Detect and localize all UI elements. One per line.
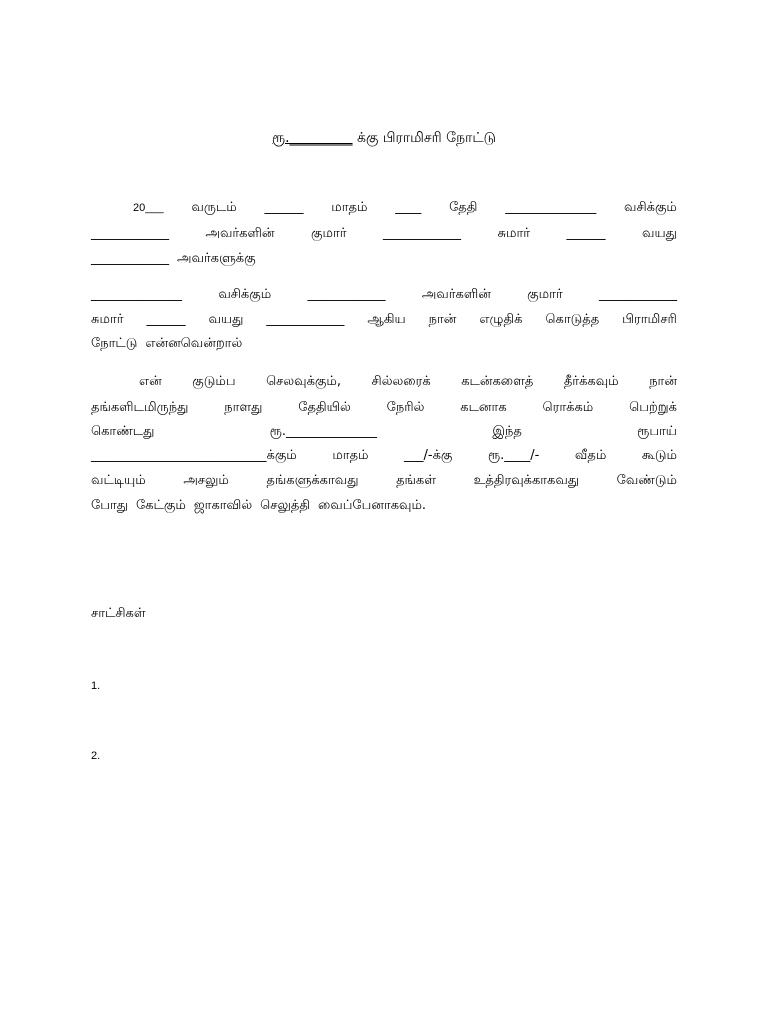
para3-word: உத்திரவுக்காகவது (473, 473, 580, 488)
para3-word: என் (139, 374, 162, 389)
para1-word: குமார் (310, 226, 347, 241)
para1-word: சுமார் (497, 226, 531, 241)
para2-word: கொடுத்த (545, 312, 600, 327)
para3-word: குடும்ப (192, 374, 236, 389)
para3-word: செலுத்தி (260, 498, 310, 513)
para3-line1 (139, 370, 677, 394)
para2-word: அவர்களின் (421, 287, 491, 302)
para1-word: வருடம் (191, 200, 237, 215)
para2-line1 (91, 283, 677, 307)
para3-word: கடனாக (460, 400, 507, 415)
title-amount (272, 130, 353, 146)
para3-word: தங்கள் (396, 473, 436, 488)
para1-word: ____ (395, 200, 422, 215)
title-text: க்கு பிராமிசரி நோட்டு (352, 130, 497, 146)
para3-word: ரொக்கம் (542, 400, 594, 415)
para3-line4 (91, 444, 677, 468)
para2-word: என்னவென்றால் (145, 336, 243, 351)
para1-line3 (91, 247, 677, 271)
document-title (0, 128, 768, 148)
para3-word: ரூபாய் (637, 424, 677, 439)
para2-line2 (91, 308, 677, 332)
para1-line2 (91, 222, 677, 246)
para3-word: ___________________________க்கும் (91, 448, 297, 463)
para3-word: நேரில் (386, 400, 425, 415)
para3-word: ___/-க்கு (404, 448, 453, 463)
para1-word: அவர்களுக்கு (177, 251, 256, 266)
para3-word: நாளது (224, 400, 263, 415)
para3-word: கூடும் (641, 448, 677, 463)
para1-word: தேதி (449, 200, 478, 215)
para1-word: ____________ (383, 226, 462, 241)
para3-word: தீர்க்கவும் (563, 374, 619, 389)
para3-word: அசலும் (183, 473, 229, 488)
para3-word: தங்களுக்காவது (266, 473, 359, 488)
para2-word: வசிக்கும் (218, 287, 272, 302)
witness-item: 2. (91, 750, 101, 762)
para3-line5 (91, 469, 677, 493)
para3-word: வட்டியும் (91, 473, 146, 488)
para2-word: குமார் (527, 287, 563, 302)
para1-word: ____________ (91, 251, 169, 266)
para2-word: ______________ (91, 287, 182, 302)
para2-word: பிராமிசரி (622, 312, 677, 327)
para3-word: வேண்டும் (616, 473, 677, 488)
para3-word: ரூ.______________ (269, 424, 378, 439)
para3-word: தேதியில் (298, 400, 351, 415)
para1-word: ______ (566, 226, 606, 241)
para3-word: இந்த (492, 424, 522, 439)
para2-word: நோட்டு (91, 336, 138, 351)
para3-word: கேட்கும் (135, 498, 186, 513)
para3-word: பெற்றுக் (629, 400, 677, 415)
para1-word: மாதம் (331, 200, 368, 215)
para2-word: ______ (146, 312, 186, 327)
para1-word: வயது (642, 226, 677, 241)
para3-line2 (91, 396, 677, 420)
para3-line6 (91, 494, 677, 518)
para2-word: சுமார் (91, 312, 124, 327)
para3-word: ரூ.____/- (487, 448, 540, 463)
para3-word: வீதம் (574, 448, 607, 463)
para2-word: எழுதிக் (479, 312, 523, 327)
para3-word: நான் (649, 374, 677, 389)
para1-word: அவர்களின் (205, 226, 275, 241)
para3-word: கொண்டது (91, 424, 155, 439)
witness-item: 1. (91, 680, 101, 692)
para2-word: ____________ (307, 287, 386, 302)
para1-word: ____________ (91, 226, 169, 241)
para3-word: மாதம் (332, 448, 369, 463)
para3-word: போது (91, 498, 128, 513)
title-blank: _________ (289, 130, 353, 146)
para3-word: சில்லரைக் (371, 374, 431, 389)
para1-word: ______________ (505, 200, 597, 215)
para1-word: 20___ (133, 202, 164, 214)
para3-word: ஜாகாவில் (193, 498, 253, 513)
para2-word: வயது (208, 312, 244, 327)
para3-word: தங்களிடமிருந்து (91, 400, 189, 415)
title-prefix: ரூ. (271, 130, 290, 146)
para2-word: ஆகிய (367, 312, 406, 327)
para2-word: நான் (428, 312, 457, 327)
para3-word: செலவுக்கும், (266, 374, 341, 389)
para1-line1 (133, 196, 677, 220)
para1-word: வசிக்கும் (624, 200, 677, 215)
para2-line3 (91, 332, 677, 356)
para2-word: ____________ (598, 287, 677, 302)
para1-word: ______ (264, 200, 304, 215)
para3-word: வைப்பேனாகவும். (317, 498, 427, 513)
para3-word: கடன்களைத் (461, 374, 534, 389)
para2-word: ____________ (266, 312, 345, 327)
para3-line3 (91, 420, 677, 444)
witnesses-heading: சாட்சிகள் (91, 606, 146, 621)
